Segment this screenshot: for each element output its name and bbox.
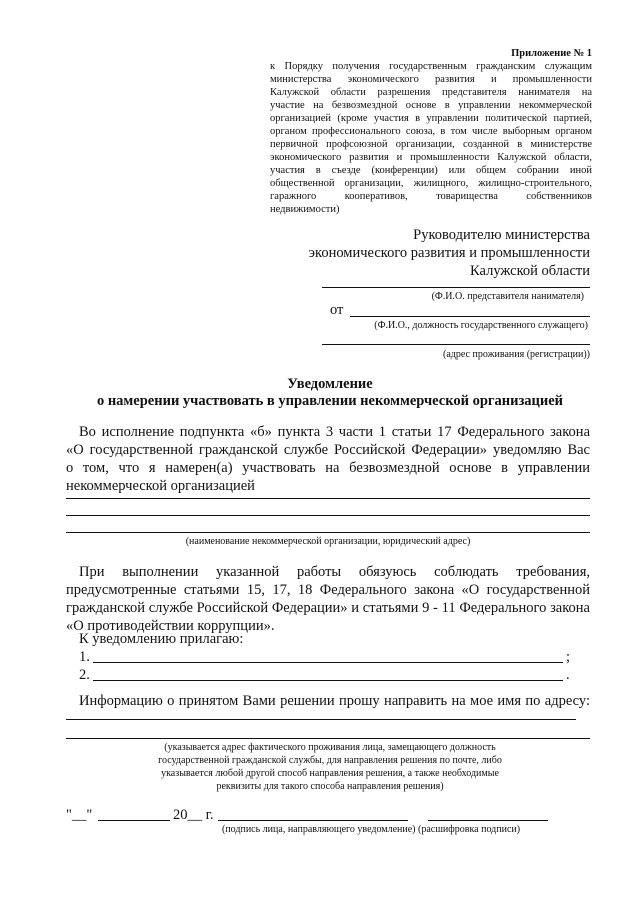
paragraph-2-line: «О противодействии коррупции». <box>66 618 275 634</box>
sender-caption: (Ф.И.О., должность государственного служащего) <box>374 320 588 331</box>
org-caption: (наименование некоммерческой организации, юридический адрес) <box>185 536 471 547</box>
appendix-line: гаражного кооперативов, товарищества собственников <box>270 191 592 202</box>
representative-name-line[interactable] <box>322 287 590 288</box>
paragraph-1-line: Во исполнение подпункта «б» пункта 3 части 1 статьи 17 Федерального закона <box>79 424 590 440</box>
sender-address-line[interactable] <box>322 344 590 345</box>
signature-caption: (подпись лица, направляющего уведомление) (расшифровка подписи) <box>222 824 521 835</box>
appendix-line: недвижимости) <box>270 204 340 215</box>
attachment-2-line[interactable] <box>93 680 563 681</box>
paragraph-2-line: предусмотренные статьями 15, 17, 18 Федерального закона «О государственной <box>66 582 590 598</box>
paragraph-1-line: о том, что я намерен(а) участвовать на безвозмездной основе в управлении <box>66 460 590 476</box>
appendix-line: первичной профсоюзной организации, созданной в министерстве <box>270 139 592 150</box>
appendix-line: экономического развития и промышленности Калужской области, <box>270 152 592 163</box>
year-prefix: 20__ г. <box>173 807 214 823</box>
appendix-line: организацией (кроме участия в управлении политической партией, <box>270 113 592 124</box>
appendix-line: участие на безвозмездной основе в управлении некоммерческой <box>270 100 592 111</box>
from-label: от <box>330 302 344 318</box>
address-caption: (адрес проживания (регистрации)) <box>443 349 590 360</box>
appendix-line: к Порядку получения государственным гражданским служащим <box>270 61 592 72</box>
info-footnote-line: государственной гражданской службы, для направления решения по почте, либо <box>158 755 502 766</box>
addressee-line-1: Руководителю министерства <box>413 227 590 243</box>
attachments-label: К уведомлению прилагаю: <box>79 631 244 647</box>
sender-name-line[interactable] <box>350 316 590 317</box>
attachment-1-line[interactable] <box>93 662 563 663</box>
appendix-text <box>270 60 592 216</box>
document-subtitle: о намерении участвовать в управлении некоммерческой организацией <box>96 393 564 409</box>
info-footnote-line: (указывается адрес фактического проживания лица, замещающего должность <box>164 742 496 753</box>
appendix-line: министерства экономического развития и промышленности <box>270 74 592 85</box>
appendix-line: общественной организации, жилищного, жилищно-строительного, <box>270 178 592 189</box>
address-line-1[interactable] <box>66 719 576 720</box>
info-footnote <box>120 741 540 793</box>
attachment-2-end: . <box>566 667 570 683</box>
info-line: Информацию о принятом Вами решении прошу направить на мое имя по адресу: <box>79 693 590 709</box>
appendix-line: органом профессионального союза, в том числе выборным органом <box>270 126 592 137</box>
addressee-line-2: экономического развития и промышленности <box>308 245 590 261</box>
paragraph-1-line: «О государственной гражданской службе Российской Федерации» уведомляю Вас <box>66 442 590 458</box>
org-line-1[interactable] <box>66 498 590 499</box>
attachment-2-number: 2. <box>79 667 90 683</box>
document-title: Уведомление <box>287 376 373 392</box>
org-line-2[interactable] <box>66 515 590 516</box>
addressee-line-3: Калужской области <box>470 263 590 279</box>
signature-line[interactable] <box>218 820 408 821</box>
signature-decoding-line[interactable] <box>428 820 548 821</box>
appendix-line: участия в съезде (конференции) или общем собрании иной <box>270 165 592 176</box>
date-prefix: "__" <box>66 807 93 823</box>
date-month-line[interactable] <box>98 820 170 821</box>
appendix-line: Калужской области разрешения представителя нанимателя на <box>270 87 592 98</box>
representative-caption: (Ф.И.О. представителя нанимателя) <box>431 291 584 302</box>
info-footnote-line: указывается любой другой способ направления решения, а также необходимые <box>161 768 499 779</box>
info-footnote-line: реквизиты для такого способа направления решения) <box>216 781 444 792</box>
paragraph-2-line: При выполнении указанной работы обязуюсь соблюдать требования, <box>79 564 590 580</box>
attachment-1-end: ; <box>566 649 571 665</box>
paragraph-1 <box>66 423 590 495</box>
org-line-3[interactable] <box>66 532 590 533</box>
attachment-1-number: 1. <box>79 649 90 665</box>
paragraph-2-line: гражданской службе Российской Федерации» и статьями 9 - 11 Федерального закона <box>66 600 590 616</box>
paragraph-1-line: некоммерческой организацией <box>66 478 255 494</box>
paragraph-2 <box>66 563 590 635</box>
address-line-2[interactable] <box>66 738 590 739</box>
appendix-label: Приложение № 1 <box>511 48 592 59</box>
